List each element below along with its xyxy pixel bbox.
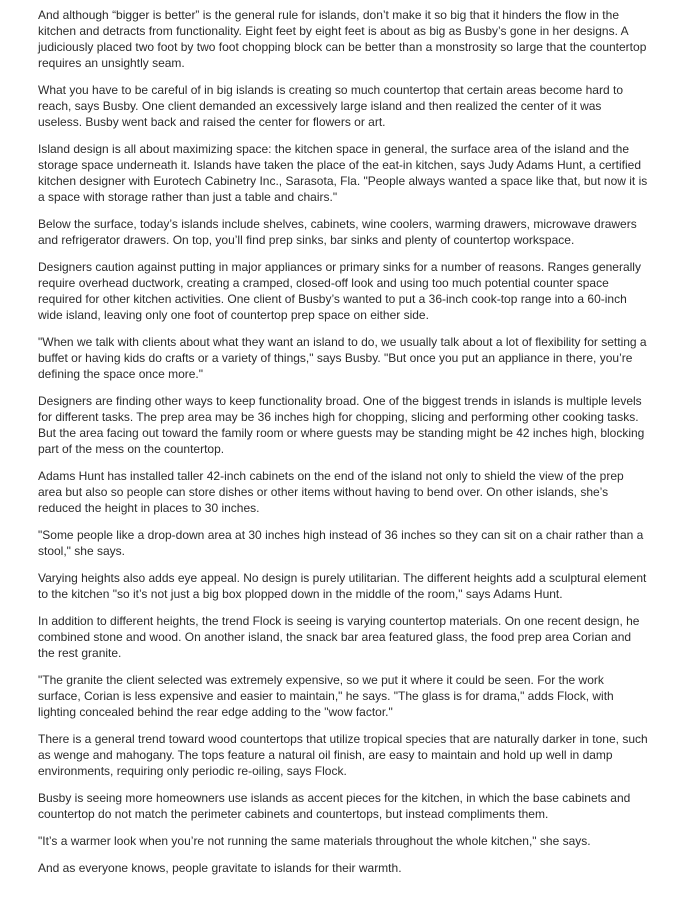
paragraph: "It’s a warmer look when you’re not running the same materials throughout the whole kitchen," she says.	[38, 834, 591, 848]
paragraph: What you have to be careful of in big islands is creating so much countertop that certain areas become hard to reach, says Busby. One client demanded an excessively large island and then realized the center of it was useless. Busby went back and raised the center for flowers or art.	[38, 83, 623, 129]
paragraph: Below the surface, today’s islands include shelves, cabinets, wine coolers, warming drawers, microwave drawers and refrigerator drawers. On top, you’ll find prep sinks, bar sinks and plenty of countertop workspace.	[38, 217, 637, 247]
paragraph: Designers caution against putting in major appliances or primary sinks for a number of reasons. Ranges generally require overhead ductwork, creating a cramped, closed-off look and using too much potential counter space required for other kitchen activities. One client of Busby’s wanted to put a 36-inch cook-top range into a 60-inch wide island, leaving only one foot of countertop prep space on either side.	[38, 260, 641, 322]
paragraph: Varying heights also adds eye appeal. No design is purely utilitarian. The different heights add a sculptural element to the kitchen "so it’s not just a big box plopped down in the middle of the room," says Adams Hunt.	[38, 571, 647, 601]
paragraph: Busby is seeing more homeowners use islands as accent pieces for the kitchen, in which the base cabinets and countertop do not match the perimeter cabinets and countertops, but instead compliments them.	[38, 791, 631, 821]
paragraph: And as everyone knows, people gravitate to islands for their warmth.	[38, 861, 402, 875]
paragraph: Adams Hunt has installed taller 42-inch cabinets on the end of the island not only to shield the view of the prep area but also so people can store dishes or other items without having to bend over. On other islands, she’s reduced the height in places to 30 inches.	[38, 469, 624, 515]
paragraph: "When we talk with clients about what they want an island to do, we usually talk about a lot of flexibility for setting a buffet or having kids do crafts or a variety of things," says Busby. "But once you put an appliance in there, you’re defining the space once more."	[38, 335, 647, 381]
paragraph: "The granite the client selected was extremely expensive, so we put it where it could be seen. For the work surface, Corian is less expensive and easier to maintain," he says. "The glass is for drama," adds Flock, with lighting concealed behind the rear edge adding to the "wow factor."	[38, 673, 614, 719]
paragraph: "Some people like a drop-down area at 30 inches high instead of 36 inches so they can sit on a chair rather than a stool," she says.	[38, 528, 644, 558]
paragraph: Island design is all about maximizing space: the kitchen space in general, the surface area of the island and the storage space underneath it. Islands have taken the place of the eat-in kitchen, says Judy Adams Hunt, a certified kitchen designer with Eurotech Cabinetry Inc., Sarasota, Fla. "People always wanted a space like that, but now it is a space with storage rather than just a table and chairs."	[38, 142, 648, 204]
paragraph: In addition to different heights, the trend Flock is seeing is varying countertop materials. On one recent design, he combined stone and wood. On another island, the snack bar area featured glass, the food prep area Corian and the rest granite.	[38, 614, 640, 660]
paragraph: And although “bigger is better” is the general rule for islands, don’t make it so big that it hinders the flow in the kitchen and detracts from functionality. Eight feet by eight feet is about as big as Busby’s gone in her designs. A judiciously placed two foot by two foot chopping block can be better than a monstrosity so large that the countertop requires an unsightly seam.	[38, 8, 647, 70]
paragraph: Designers are finding other ways to keep functionality broad. One of the biggest trends in islands is multiple levels for different tasks. The prep area may be 36 inches high for chopping, slicing and performing other cooking tasks. But the area facing out toward the family room or where guests may be standing might be 42 inches high, blocking part of the mess on the countertop.	[38, 394, 645, 456]
paragraph: There is a general trend toward wood countertops that utilize tropical species that are naturally darker in tone, such as wenge and mahogany. The tops feature a natural oil finish, are easy to maintain and hold up well in damp environments, requiring only periodic re-oiling, says Flock.	[38, 732, 648, 778]
